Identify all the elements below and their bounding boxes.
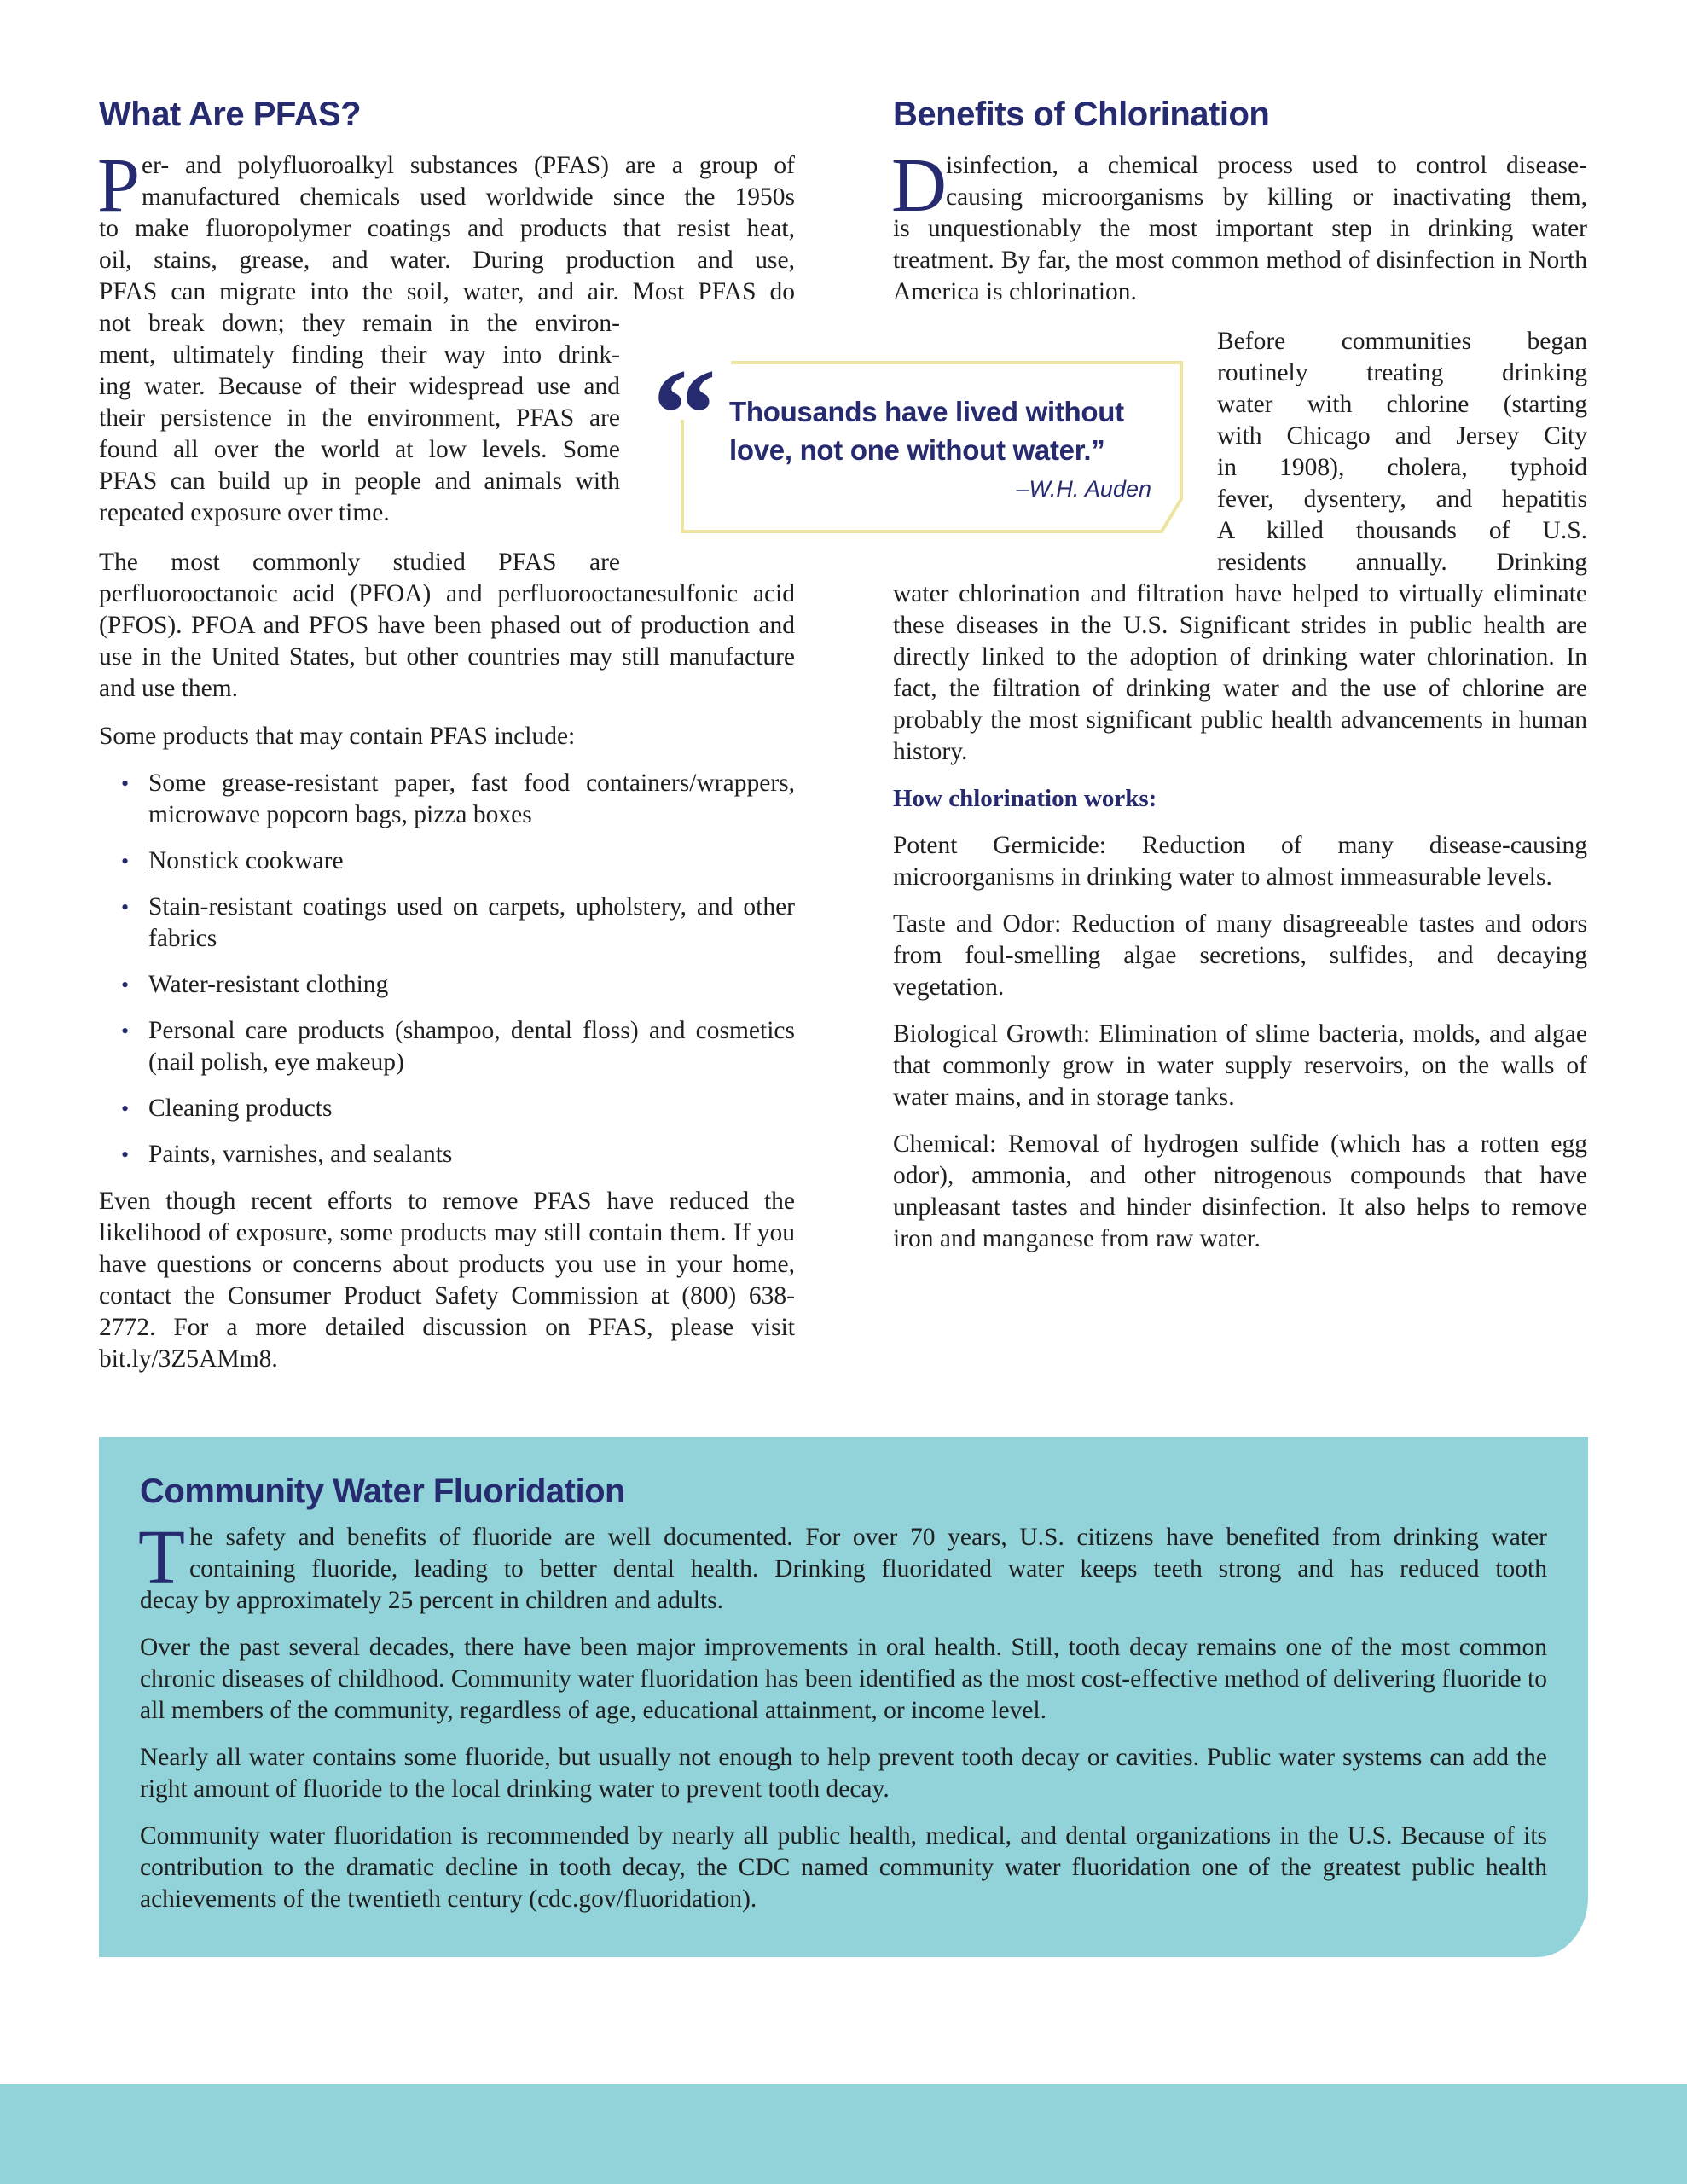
list-item: • Personal care products (shampoo, dental floss) and cosmetics (nail polish, eye makeup) (121, 1017, 795, 1076)
bullet-icon: • (121, 771, 130, 796)
fluoridation-box (99, 1437, 1588, 1957)
pfoa-paragraph-rest: perfluorooctanoic acid (PFOA) and perfluorooctanesulfonic acid (PFOS). PFOA and PFOS have been phased out of production and use in the United States, but other countries may still manufacture and use them. (99, 580, 795, 702)
text-line: he safety and benefits of fluoride are well documented. For over 70 years, U.S. citizens have benefited from drinking water (189, 1524, 1547, 1551)
fluoridation-paragraph-3: Nearly all water contains some fluoride, but usually not enough to help prevent tooth decay or cavities. Public water systems can add the right amount of fluoride to the local drinking water to prevent tooth decay. (140, 1744, 1547, 1803)
bullet-icon: • (121, 849, 130, 874)
fluoridation-paragraph-2: Over the past several decades, there have been major improvements in oral health. Still, tooth decay remains one of the most common chronic diseases of childhood. Community water fluoridation has been identified as the most cost-effective method of delivering fluoride to all members of the community, regardless of age, educational attainment, or income level. (140, 1634, 1547, 1724)
text-line: with Chicago and Jersey City (1217, 422, 1587, 450)
quote-attribution: –W.H. Auden (1016, 476, 1151, 502)
list-item: • Nonstick cookware (148, 845, 795, 877)
products-list (99, 768, 795, 1170)
quote-text: Thousands have lived without love, not one without water.” (729, 396, 1124, 466)
bullet-icon: • (121, 895, 130, 920)
how-chlorination-works-subhead: How chlorination works: (893, 785, 1157, 812)
chlorination-section-title: Benefits of Chlorination (893, 96, 1270, 133)
text-line: Before communities began (1217, 328, 1587, 355)
text-line: routinely treating drinking (1217, 359, 1587, 386)
text-line: The most commonly studied PFAS are (99, 549, 620, 576)
bullet-icon: • (121, 973, 130, 997)
text-line: found all over the world at low levels. Some (99, 436, 620, 463)
chlorination-intro-paragraph (891, 143, 1587, 308)
text-line: er- and polyfluoroalkyl substances (PFAS) are a group of (142, 152, 795, 179)
text-line: to make fluoropolymer coatings and products that resist heat, (99, 215, 795, 242)
text-line: containing fluoride, leading to better dental health. Drinking fluoridated water keeps teeth strong and has reduced tooth (189, 1555, 1547, 1583)
text-line: A killed thousands of U.S. (1217, 517, 1587, 544)
text-line: in 1908), cholera, typhoid (1217, 454, 1587, 481)
text-line: residents annually. Drinking (1217, 549, 1587, 576)
pfas-section-title: What Are PFAS? (99, 96, 362, 133)
list-item: • Stain-resistant coatings used on carpets, upholstery, and other fabrics (121, 893, 795, 952)
text-line: PFAS can build up in people and animals with (99, 468, 620, 495)
chlorination-item-taste-odor: Taste and Odor: Reduction of many disagreeable tastes and odors from foul-smelling algae secretions, sulfides, and decaying vegetation. (893, 910, 1587, 1001)
text-line: not break down; they remain in the environ- (99, 310, 620, 337)
text-line: repeated exposure over time. (99, 499, 390, 526)
text-line: causing microorganisms by killing or inactivating them, (946, 183, 1587, 211)
chlorination-history-paragraph (893, 326, 1587, 1270)
bullet-icon: • (121, 1096, 130, 1121)
footer-band (0, 2084, 1687, 2184)
text-line: oil, stains, grease, and water. During production and use, (99, 247, 795, 274)
text-line: fever, dysentery, and hepatitis (1217, 485, 1587, 513)
text-line: their persistence in the environment, PFAS are (99, 404, 620, 432)
chlorination-item-germicide: Potent Germicide: Reduction of many disease-causing microorganisms in drinking water to almost immeasurable levels. (893, 832, 1587, 891)
drop-cap-p: P (97, 143, 141, 228)
list-item: • Some grease-resistant paper, fast food containers/wrappers, microwave popcorn bags, pizza boxes (121, 770, 795, 828)
list-item: • Water-resistant clothing (148, 969, 795, 1001)
text-line: water with chlorine (starting (1217, 391, 1587, 418)
chlorination-intro-rest: is unquestionably the most important step in drinking water treatment. By far, the most common method of disinfection in North America is chlorination. (893, 215, 1587, 305)
text-line: PFAS can migrate into the soil, water, and air. Most PFAS do (99, 278, 795, 305)
pfoa-paragraph (99, 547, 795, 705)
chlorination-item-chemical: Chemical: Removal of hydrogen sulfide (which has a rotten egg odor), ammonia, and other nitrogenous compounds that have unpleasant tastes and hinder disinfection. It also helps to remove iron and manganese from raw water. (893, 1130, 1587, 1252)
chlorination-history-rest: water chlorination and filtration have helped to virtually eliminate these diseases in the U.S. Significant strides in public health are directly linked to the adoption of drinking water chlorination. In fact, the filtration of drinking water and the use of chlorine are probably the most significant public health advancements in human history. (893, 580, 1587, 765)
list-item: • Cleaning products (148, 1093, 795, 1124)
products-intro: Some products that may contain PFAS include: (99, 723, 576, 750)
open-quote-icon: “ (652, 343, 716, 485)
fluoridation-section-title: Community Water Fluoridation (140, 1472, 625, 1510)
fluoridation-paragraph-4: Community water fluoridation is recommended by nearly all public health, medical, and dental organizations in the U.S. Because of its contribution to the dramatic decline in tooth decay, the CDC named community water fluoridation one of the greatest public health achievements of the twentieth century (cdc.gov/fluoridation). (140, 1822, 1547, 1913)
fluoridation-paragraph-1: T he safety and benefits of fluoride are well documented. For over 70 years, U.S. citizens have benefited from drinking water containing fluoride, leading to better dental health. Drinking fluoridated water keeps teeth strong and has reduced tooth decay by approximately 25 percent in children and adults. (138, 1515, 1547, 1614)
text-line: manufactured chemicals used worldwide since the 1950s (142, 183, 795, 211)
products-section (99, 721, 795, 1391)
text-line: ing water. Because of their widespread use and (99, 373, 620, 400)
text-line: ment, ultimately finding their way into drink- (99, 341, 620, 369)
drop-cap-d: D (891, 143, 947, 228)
list-item: • Paints, varnishes, and sealants (148, 1139, 795, 1170)
text-line: isinfection, a chemical process used to control disease- (946, 152, 1587, 179)
drop-cap-t: T (138, 1515, 185, 1600)
bullet-icon: • (121, 1142, 130, 1167)
chlorination-item-biological-growth: Biological Growth: Elimination of slime bacteria, molds, and algae that commonly grow in water supply reservoirs, on the walls of water mains, and in storage tanks. (893, 1020, 1587, 1111)
pfas-closing-paragraph: Even though recent efforts to remove PFAS have reduced the likelihood of exposure, some products may still contain them. If you have questions or concerns about products you use in your home, contact the Consumer Product Safety Commission at (800) 638-2772. For a more detailed discussion on PFAS, please visit bit.ly/3Z5AMm8. (99, 1188, 795, 1373)
bullet-icon: • (121, 1019, 130, 1043)
